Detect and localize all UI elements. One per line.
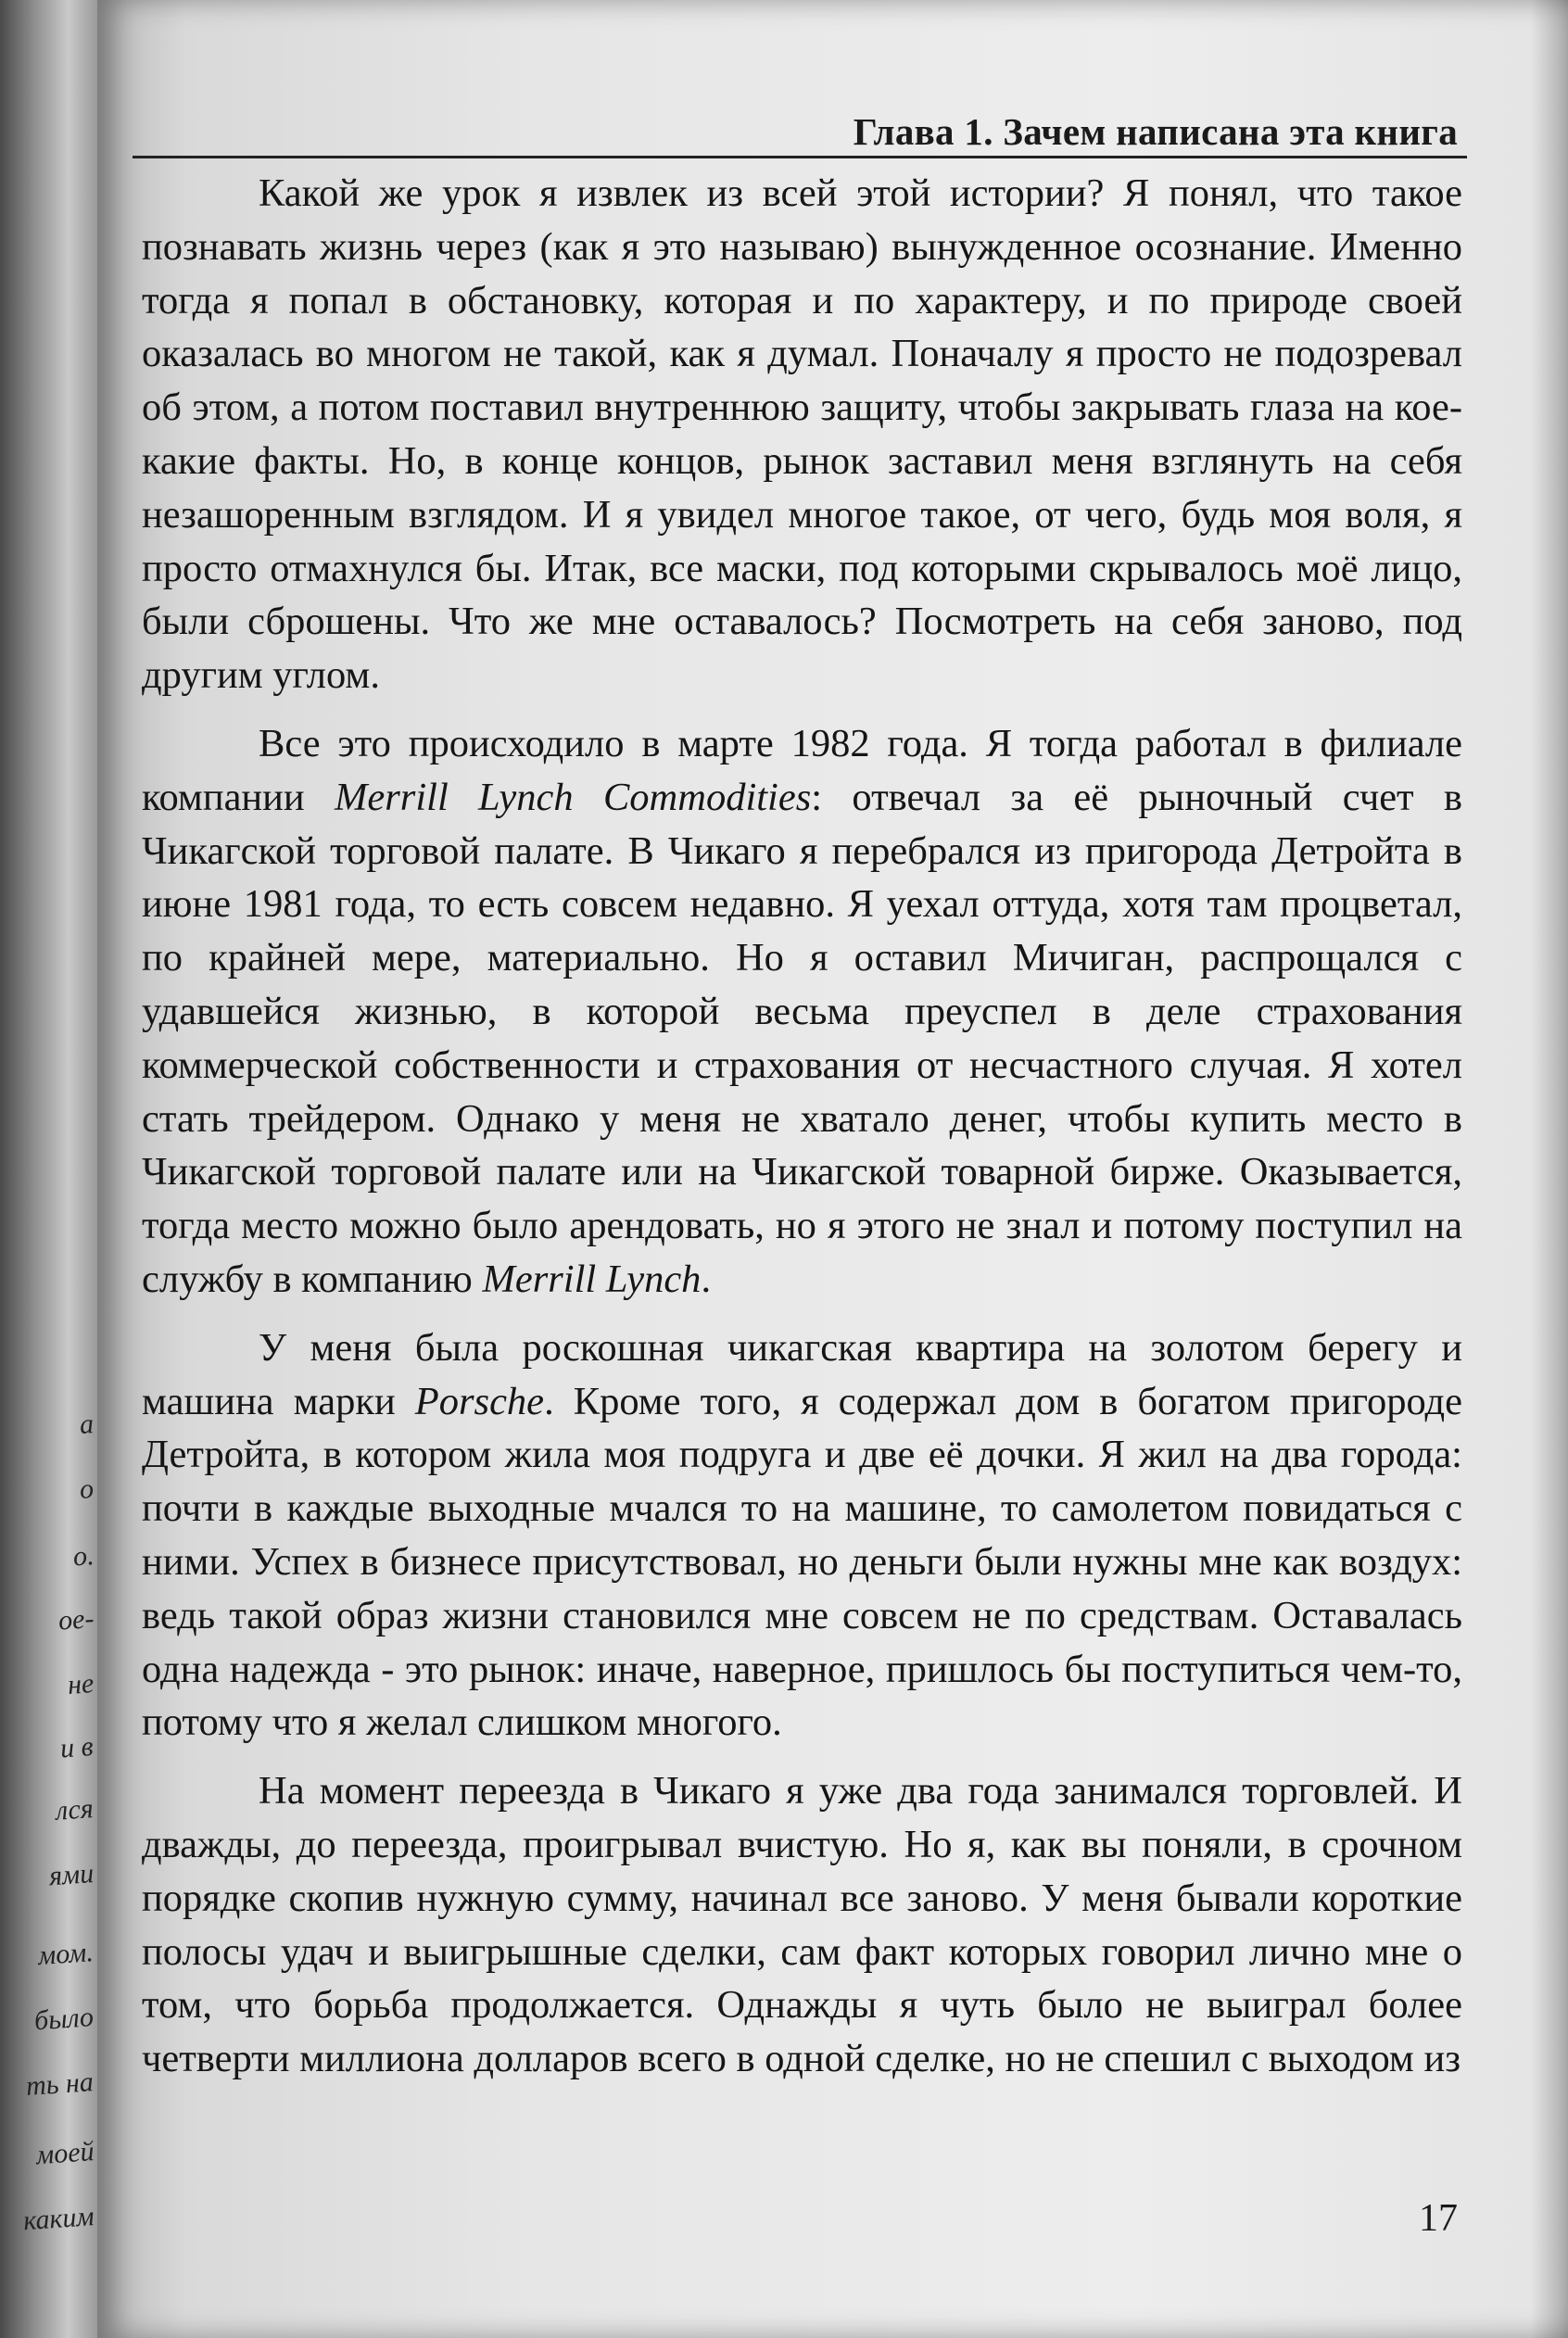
left-page-fragment: лся	[55, 1793, 95, 1826]
text-run: Какой же урок я извлек из всей этой истории? Я понял, что такое познавать жизнь через (как я это называю) вынужденное осознание. Именно тогда я попал в обстановку, которая и по характеру, и по природе своей оказалась во многом не такой, как я думал. Поначалу я просто не подозревал об этом, а потом поставил внутреннюю защиту, чтобы закрывать глаза на кое-какие факты. Но, в конце концов, рынок заставил меня взглянуть на себя незашоренным взглядом. И я увидел многое такое, от чего, будь моя воля, я просто отмахнулся бы. Итак, все маски, под которыми скрывалось моё лицо, были сброшены. Что же мне оставалось? Посмотреть на себя заново, под другим углом.	[142, 171, 1462, 698]
page-body	[142, 167, 1462, 2101]
header-rule	[133, 156, 1467, 158]
text-run: : отвечал за её рыночный счет в Чикагской торговой палате. В Чикаго я перебрался из пригорода Детройта в июне 1981 года, то есть совсем недавно. Я уехал оттуда, хотя там процветал, по крайней мере, материально. Но я оставил Мичиган, распрощался с удавшейся жизнью, в которой весьма преуспел в деле страхования коммерческой собственности и страхования от несчастного случая. Я хотел стать трейдером. Однако у меня не хватало денег, чтобы купить место в Чикагской торговой палате или на Чикагской товарной бирже. Оказывается, тогда место можно было арендовать, но я этого не знал и потому поступил на службу в компанию	[142, 775, 1463, 1301]
page-edge-shadow	[1531, 0, 1568, 2338]
italic-term: Porsche	[414, 1379, 545, 1423]
paragraph	[142, 1764, 1462, 2086]
book-page	[97, 0, 1568, 2338]
left-page-edge	[0, 0, 97, 2338]
left-page-fragment: не	[66, 1668, 95, 1700]
left-page-fragment: было	[33, 2002, 95, 2037]
left-page-fragment: каким	[21, 2201, 95, 2237]
left-page-fragment: о	[78, 1473, 95, 1506]
text-run: На момент переезда в Чикаго я уже два года занимался торговлей. И дважды, до переезда, проигрывал вчистую. Но я, как вы поняли, в срочном порядке скопив нужную сумму, начинал все заново. У меня бывали короткие полосы удач и выигрышные сделки, сам факт которых говорил лично мне о том, что борьба продолжается. Однажды я чуть было не выиграл более четверти миллиона долларов всего в одной сделке, но не спешил с выходом из	[142, 1769, 1462, 2081]
left-page-fragment: мом.	[37, 1937, 95, 1972]
left-page-fragment: а	[78, 1409, 95, 1441]
paragraph	[142, 167, 1462, 702]
italic-term: Merrill Lynch Commodities	[334, 775, 812, 819]
left-page-fragment: ть на	[25, 2066, 95, 2103]
text-run: Все это происходило в марте 1982 года. Я тогда работал в филиале компании	[142, 721, 1462, 819]
left-page-fragment: ое-	[57, 1603, 95, 1637]
italic-term: Merrill Lynch	[482, 1257, 702, 1301]
text-run: У меня была роскошная чикагская квартира на золотом берегу и машина марки	[142, 1325, 1462, 1423]
left-page-fragment: моей	[34, 2136, 95, 2171]
text-run: .	[701, 1257, 712, 1301]
paragraph	[142, 717, 1462, 1307]
text-run: . Кроме того, я содержал дом в богатом пригороде Детройта, в котором жила моя подруга и две её дочки. Я жил на два города: почти в каждые выходные мчался то на машине, то самолетом повидаться с ними. Успех в бизнесе присутствовал, но деньги были нужны мне как воздух: ведь такой образ жизни становился мне совсем не по средствам. Оставалась одна надежда - это рынок: иначе, наверное, пришлось бы поступиться чем-то, потому что я желал слишком многого.	[142, 1379, 1463, 1745]
left-page-fragment: о.	[71, 1540, 95, 1573]
left-page-fragment: ями	[47, 1858, 95, 1892]
paragraph	[142, 1321, 1462, 1750]
running-head: Глава 1. Зачем написана эта книга	[853, 110, 1458, 153]
left-page-fragment: и в	[59, 1731, 95, 1764]
page-number: 17	[1419, 2197, 1458, 2240]
